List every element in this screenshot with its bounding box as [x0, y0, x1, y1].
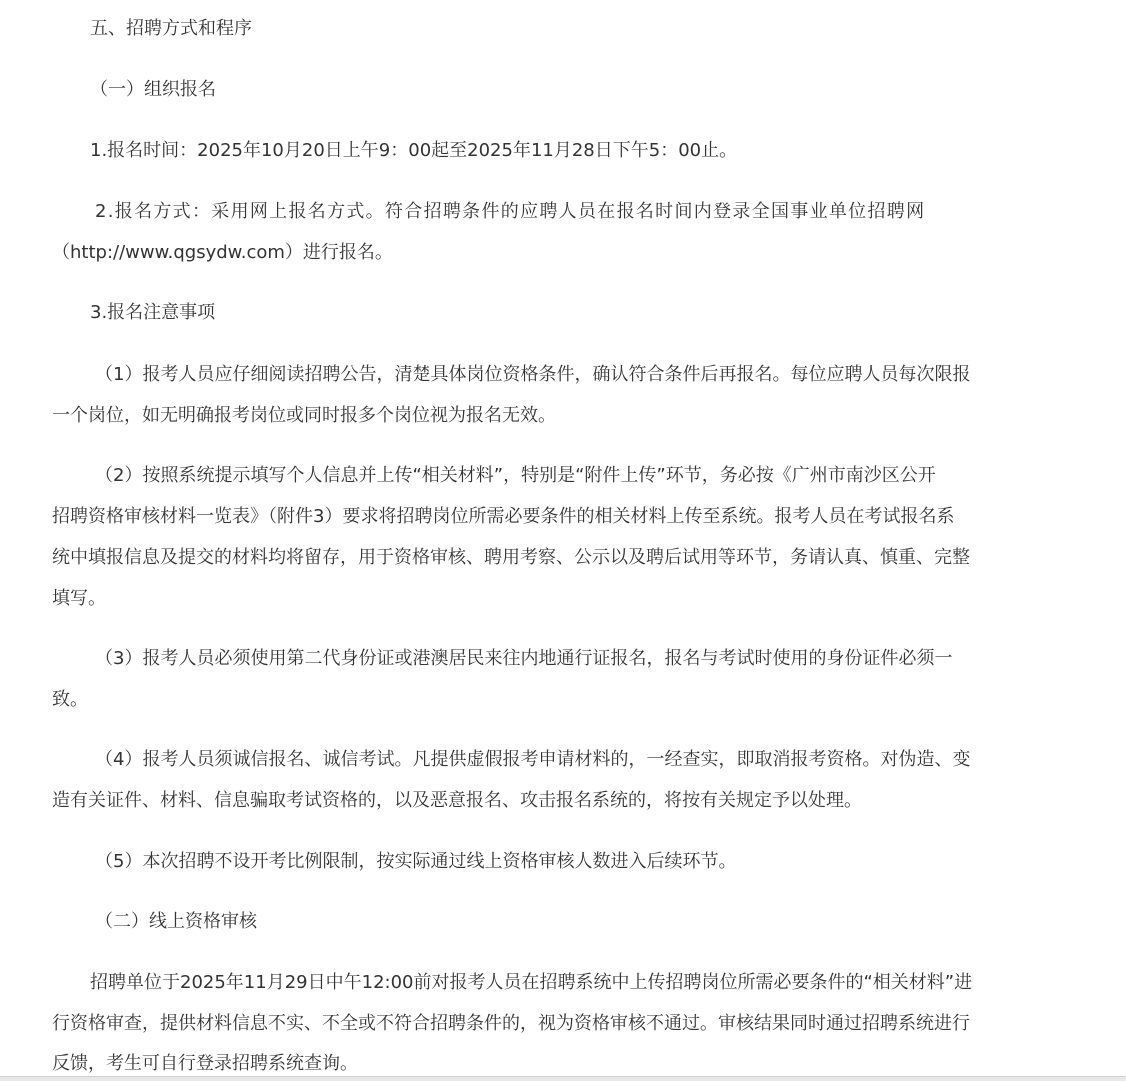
paragraph-online-review: 招聘单位于2025年11月29日中午12:00前对报考人员在招聘系统中上传招聘岗位所需必要条件的“相关材料”进 [90, 972, 973, 993]
paragraph-note-1-cont: 一个岗位，如无明确报考岗位或同时报多个岗位视为报名无效。 [52, 405, 556, 426]
paragraph-registration-method: 2.报名方式：采用网上报名方式。符合招聘条件的应聘人员在报名时间内登录全国事业单位招聘网 [95, 201, 926, 222]
paragraph-note-1: （1）报考人员应仔细阅读招聘公告，清楚具体岗位资格条件，确认符合条件后再报名。每位应聘人员每次限报 [95, 364, 971, 385]
paragraph-note-2-cont: 统中填报信息及提交的材料均将留存，用于资格审核、聘用考察、公示以及聘后试用等环节，务请认真、慎重、完整 [52, 547, 970, 568]
subsection-heading: （二）线上资格审核 [95, 911, 257, 932]
paragraph-note-2-cont: 填写。 [52, 588, 106, 609]
paragraph-note-4-cont: 造有关证件、材料、信息骗取考试资格的，以及恶意报名、攻击报名系统的，将按有关规定予以处理。 [52, 790, 862, 811]
paragraph-note-3-cont: 致。 [52, 689, 88, 710]
paragraph-note-4: （4）报考人员须诚信报名、诚信考试。凡提供虚假报考申请材料的，一经查实，即取消报考资格。对伪造、变 [95, 749, 971, 770]
horizontal-scrollbar[interactable] [0, 1076, 1126, 1081]
paragraph-online-review-cont: 行资格审查，提供材料信息不实、不全或不符合招聘条件的，视为资格审核不通过。审核结果同时通过招聘系统进行 [52, 1013, 970, 1034]
paragraph-online-review-cont: 反馈，考生可自行登录招聘系统查询。 [52, 1053, 358, 1074]
paragraph-note-2: （2）按照系统提示填写个人信息并上传“相关材料”，特别是“附件上传”环节，务必按《广州市南沙区公开 [95, 465, 936, 486]
paragraph-registration-time: 1.报名时间：2025年10月20日上午9：00起至2025年11月28日下午5：00止。 [90, 140, 738, 161]
paragraph-registration-method-cont: （http://www.qgsydw.com）进行报名。 [52, 242, 393, 263]
paragraph-note-3: （3）报考人员必须使用第二代身份证或港澳居民来往内地通行证报名，报名与考试时使用的身份证件必须一 [95, 648, 953, 669]
paragraph-note-2-cont: 招聘资格审核材料一览表》（附件3）要求将招聘岗位所需必要条件的相关材料上传至系统。报考人员在考试报名系 [52, 506, 955, 527]
subsection-heading: （一）组织报名 [90, 79, 216, 100]
section-heading: 五、招聘方式和程序 [90, 18, 252, 39]
paragraph-notes-heading: 3.报名注意事项 [90, 302, 216, 323]
paragraph-note-5: （5）本次招聘不设开考比例限制，按实际通过线上资格审核人数进入后续环节。 [95, 851, 737, 872]
